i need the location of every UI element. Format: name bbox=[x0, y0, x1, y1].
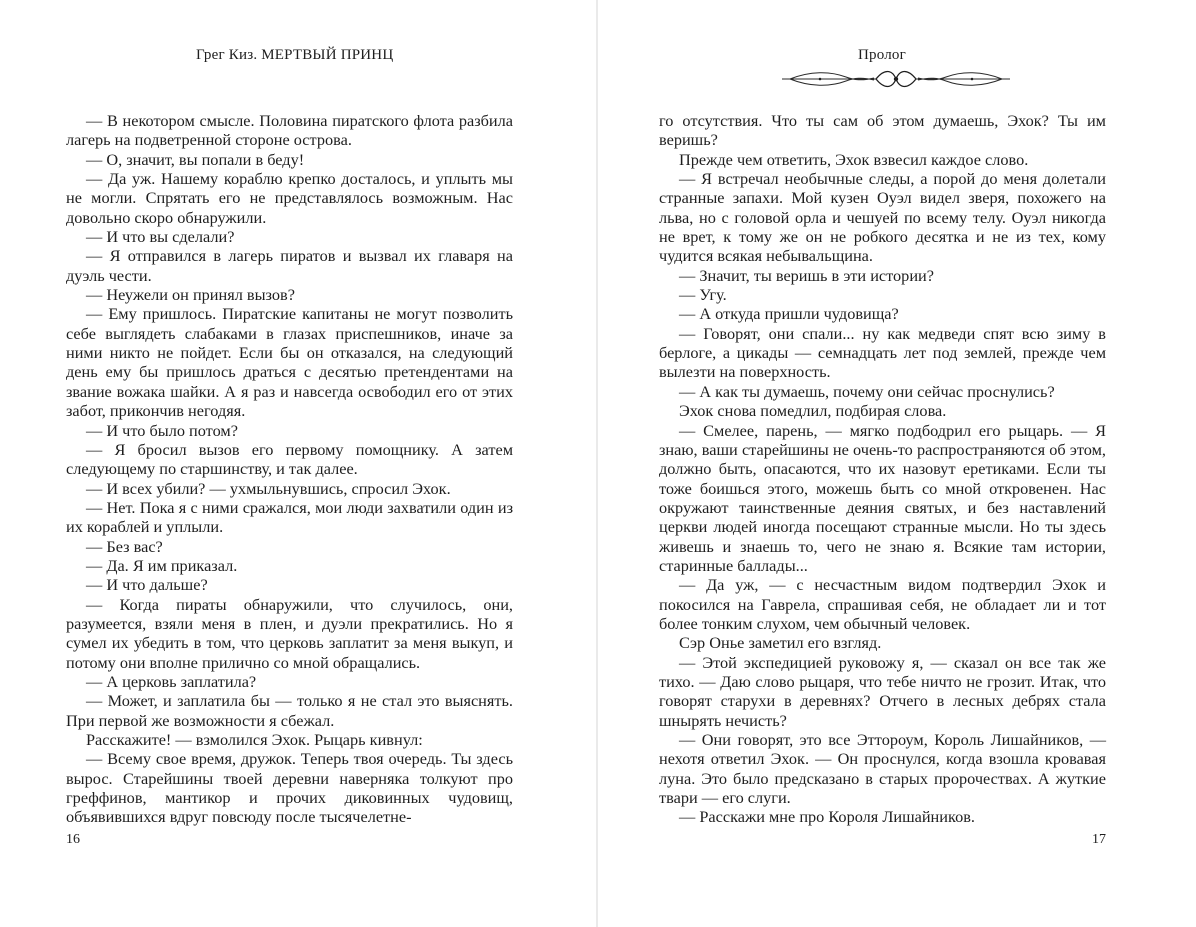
paragraph: — Да. Я им приказал. bbox=[86, 555, 238, 575]
paragraph: — Смелее, парень, — мягко подбодрил его рыцарь. — Я знаю, ваши старейшины не очень-то распространяются об этом, должно быть, опасаются, что их назовут еретиками. Если ты тоже боишься этого, можешь быть со мной откровенен. Нас окружают таинственные деяния святых, и без наставлений церкви людей иногда посещают странные мысли. Но ты здесь живешь и знаешь то, чего не знаю я. Всякие там истории, старинные баллады... bbox=[659, 420, 1106, 575]
paragraph: — Ему пришлось. Пиратские капитаны не могут позволить себе выглядеть слабаками в глазах приспешников, иначе за ними никто не пойдет. Если бы он отказался, на следующий день ему бы пришлось драться с десятью претендентами на звание вожака шайки. А я раз и навсегда освободил его от этих забот, прикончив негодяя. bbox=[66, 304, 513, 421]
paragraph: — Значит, ты веришь в эти истории? bbox=[679, 265, 934, 285]
paragraph: — Расскажи мне про Короля Лишайников. bbox=[679, 807, 975, 827]
paragraph: Расскажите! — взмолился Эхок. Рыцарь кивнул: bbox=[86, 730, 423, 749]
page-number: 16 bbox=[66, 832, 80, 847]
paragraph: — Без вас? bbox=[86, 536, 163, 556]
paragraph: — Я бросил вызов его первому помощнику. А затем следующему по старшинству, и так далее. bbox=[66, 439, 513, 479]
running-head-text: Пролог bbox=[858, 47, 906, 63]
left-page-body bbox=[66, 111, 513, 827]
continued-paragraph: го отсутствия. Что ты сам об этом думаешь, Эхок? Ты им веришь? bbox=[659, 111, 1106, 150]
paragraph: — Нет. Пока я с ними сражался, мои люди захватили один из их кораблей и уплыли. bbox=[66, 497, 513, 537]
paragraph: — Когда пираты обнаружили, что случилось, они, разумеется, взяли меня в плен, и дуэли прекратились. Но я сумел их убедить в том, что церковь заплатит за меня выкуп, и потому они вполне прилично со мной обращались. bbox=[66, 594, 513, 672]
paragraph: — И всех убили? — ухмыльнувшись, спросил Эхок. bbox=[86, 478, 451, 498]
paragraph: — Неужели он принял вызов? bbox=[86, 285, 295, 305]
paragraph: — Может, и заплатила бы — только я не стал это выяснять. При первой же возможности я сбежал. bbox=[66, 691, 513, 730]
paragraph: — Они говорят, это все Эттороум, Король Лишайников, — нехотя ответил Эхок. — Он проснулся, когда взошла кровавая луна. Это было предсказано в старых пророчествах. А жуткие твари — его слуги. bbox=[659, 730, 1106, 808]
paragraph: — Да уж. Нашему кораблю крепко досталось, и уплыть мы не могли. Спрятать его не представлялось возможным. Нас довольно скоро обнаружили. bbox=[66, 169, 513, 227]
paragraph: Сэр Онье заметил его взгляд. bbox=[679, 633, 882, 653]
flourish-ornament-icon bbox=[780, 67, 1012, 91]
page-number: 17 bbox=[1092, 832, 1106, 847]
running-head-text: Грег Киз. МЕРТВЫЙ ПРИНЦ bbox=[196, 47, 394, 63]
paragraph: Эхок снова помедлил, подбирая слова. bbox=[679, 401, 947, 421]
paragraph: — А церковь заплатила? bbox=[86, 671, 257, 691]
paragraph: — И что было потом? bbox=[86, 420, 238, 440]
paragraph: — Я отправился в лагерь пиратов и вызвал их главаря на дуэль чести. bbox=[66, 246, 513, 285]
paragraph: Прежде чем ответить, Эхок взвесил каждое слово. bbox=[679, 149, 1029, 169]
paragraph: — Да уж, — с несчастным видом подтвердил Эхок и покосился на Гаврела, спрашивая себя, не обладает ли и тот более тонким слухом, чем обычный человек. bbox=[659, 575, 1106, 633]
paragraph: — Этой экспедицией руковожу я, — сказал он все так же тихо. — Даю слово рыцаря, что тебе ничто не грозит. Итак, что говорят старухи в деревнях? Отчего в лесных дебрях стала шнырять нечисть? bbox=[659, 652, 1106, 730]
paragraph: — А откуда пришли чудовища? bbox=[679, 304, 899, 324]
paragraph: — Угу. bbox=[679, 285, 727, 305]
paragraph: — И что вы сделали? bbox=[86, 227, 235, 247]
paragraph: — В некотором смысле. Половина пиратского флота разбила лагерь на подветренной стороне острова. bbox=[66, 111, 513, 150]
right-page bbox=[598, 0, 1196, 927]
paragraph: — О, значит, вы попали в беду! bbox=[86, 149, 305, 169]
paragraph: — И что дальше? bbox=[86, 575, 208, 595]
paragraph: — А как ты думаешь, почему они сейчас проснулись? bbox=[679, 381, 1055, 401]
paragraph: — Я встречал необычные следы, а порой до меня долетали странные запахи. Мой кузен Оуэл видел зверя, похожего на льва, но с головой орла и чешуей по всему телу. Оуэл никогда не врет, к тому же он не робкого десятка и не из тех, кому чудится всякая небывальщина. bbox=[659, 169, 1106, 266]
paragraph: — Говорят, они спали... ну как медведи спят всю зиму в берлоге, а цикады — семнадцать лет под землей, прежде чем вылезти на поверхность. bbox=[659, 323, 1106, 382]
right-page-body bbox=[659, 111, 1106, 827]
paragraph: — Всему свое время, дружок. Теперь твоя очередь. Ты здесь вырос. Старейшины твоей деревни наверняка толкуют про греффинов, мантикор и прочих диковинных чудовищ, объявившихся вдруг повсюду после тысячелетне- bbox=[66, 749, 513, 827]
